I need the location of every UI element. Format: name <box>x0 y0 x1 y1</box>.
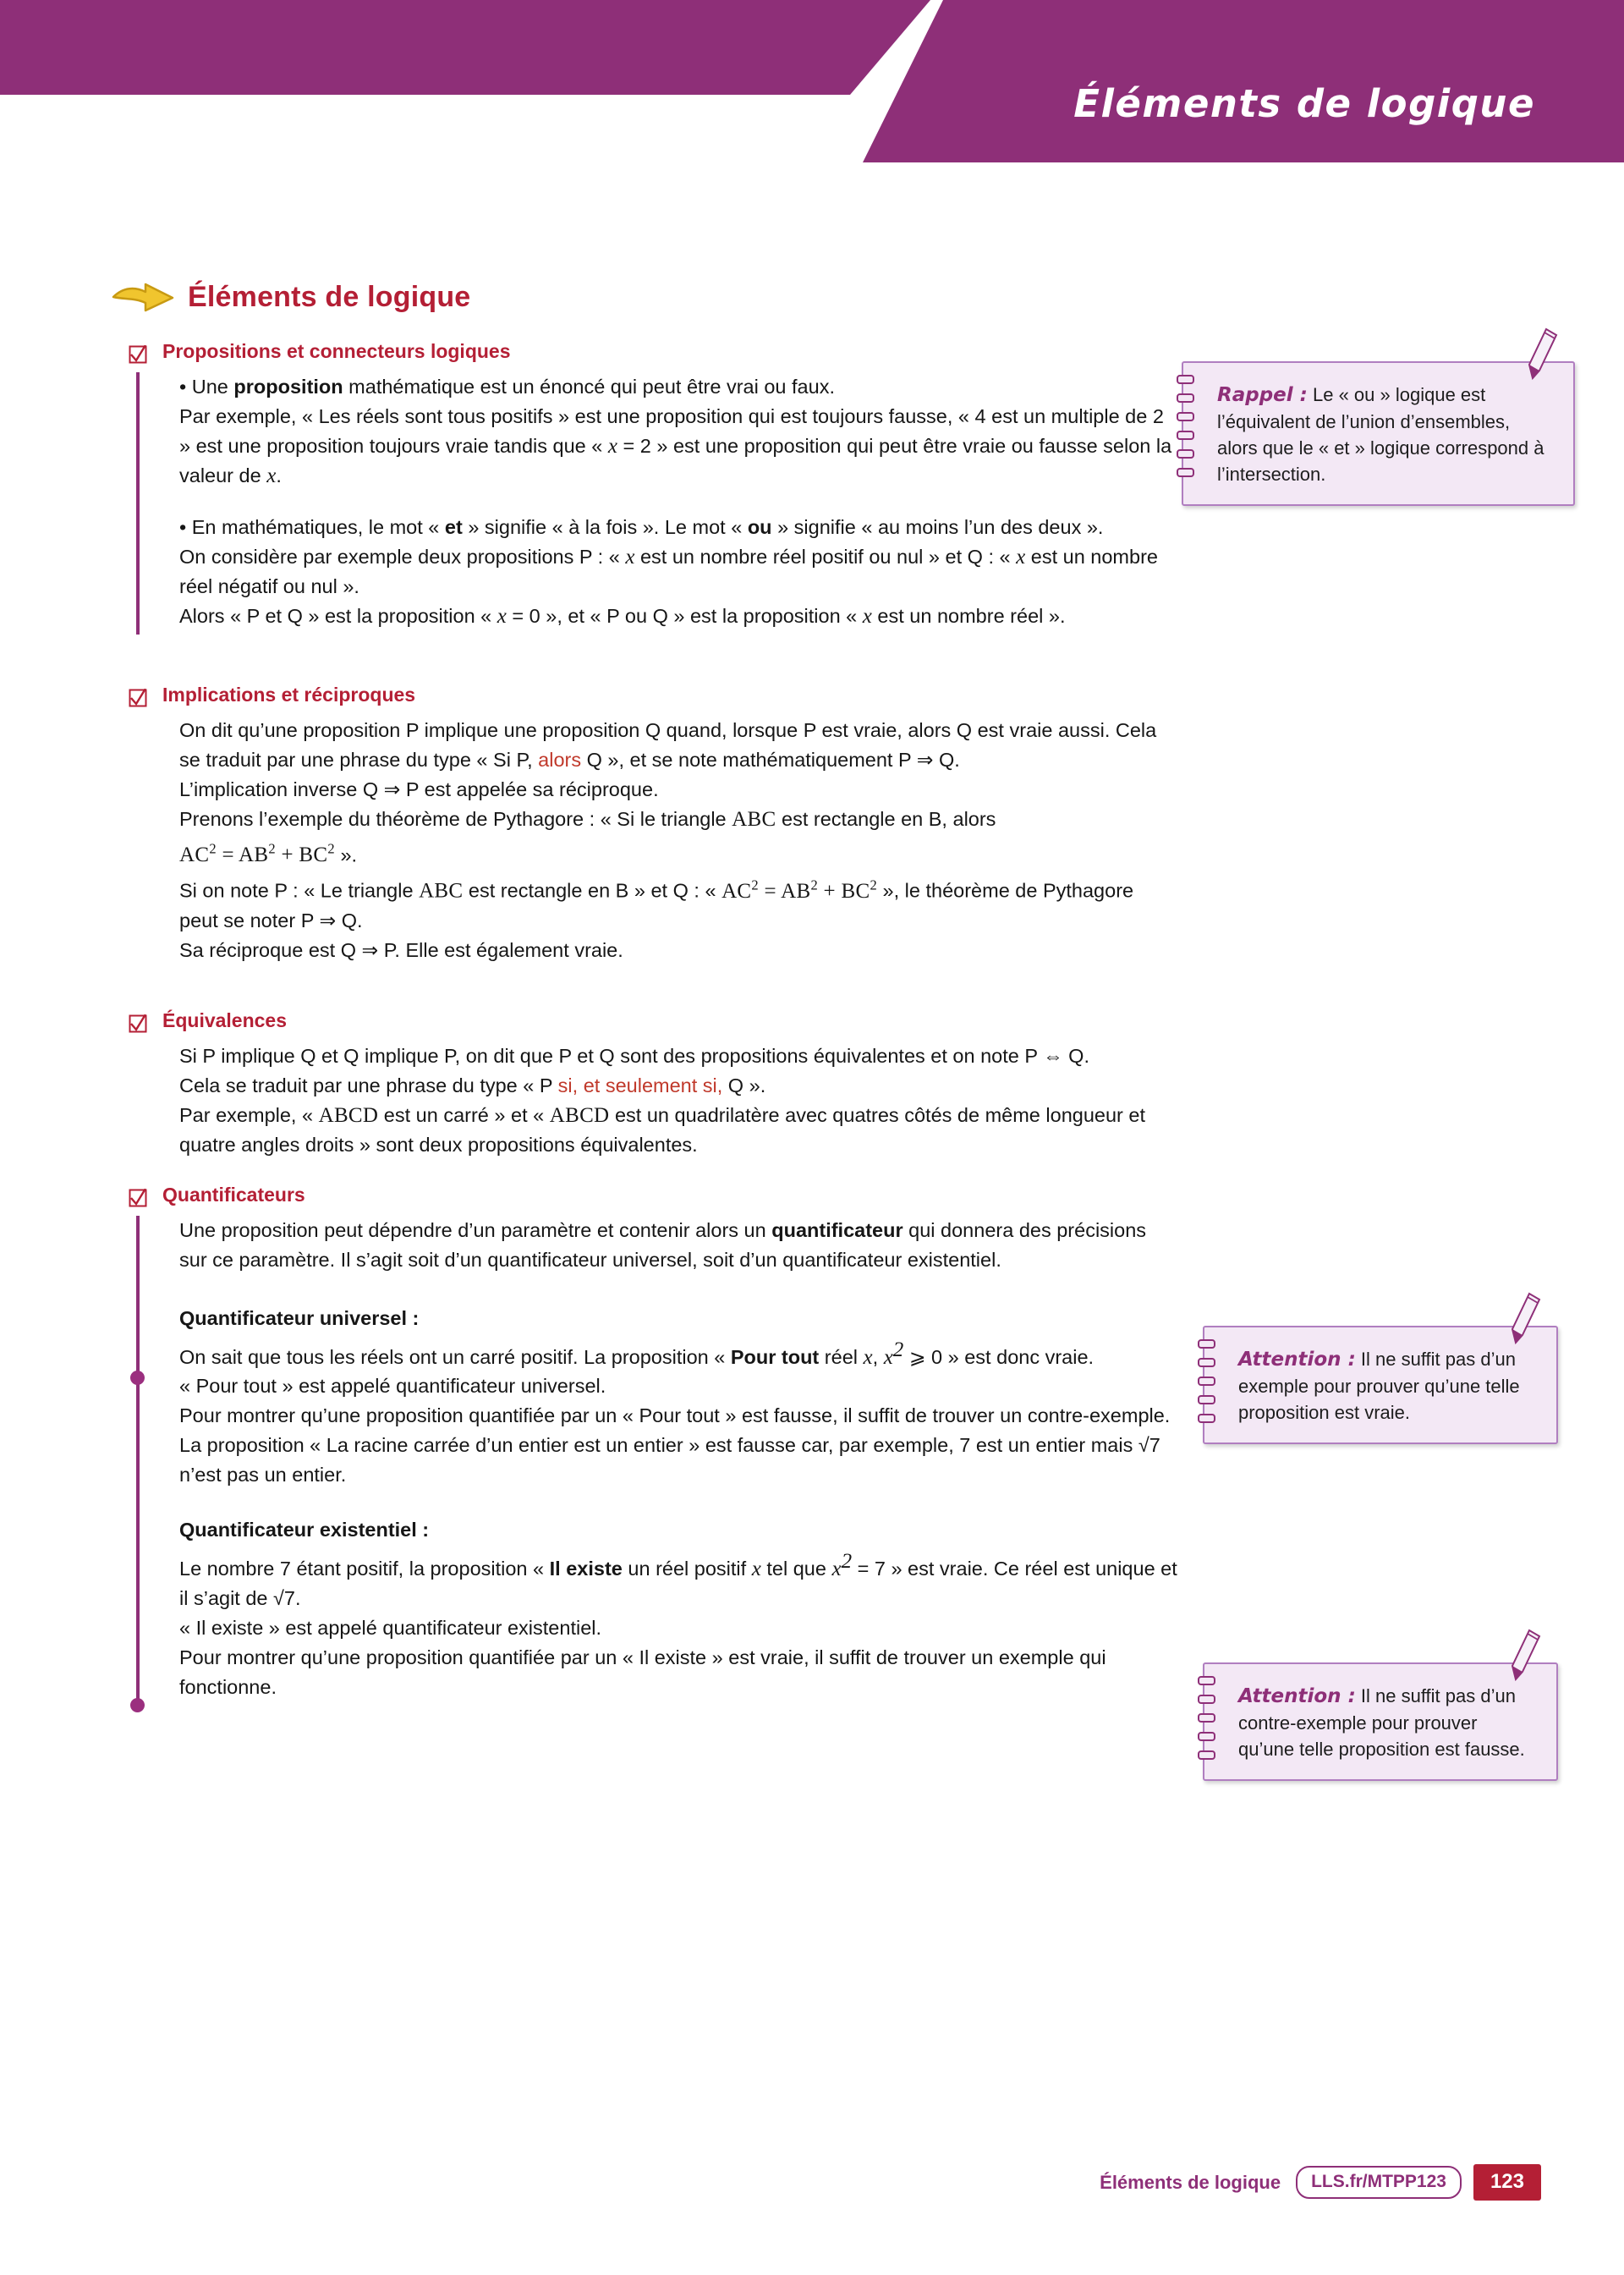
page-footer <box>1100 2164 1541 2201</box>
paragraph: Alors « P et Q » est la proposition « x = 0 », et « P ou Q » est la proposition « x est un nombre réel ». <box>179 605 1066 628</box>
page-content <box>0 279 1624 1760</box>
note-rings <box>1198 1673 1213 1771</box>
section-implications <box>129 684 1522 969</box>
sticky-note-attention-1 <box>1203 1326 1558 1444</box>
paragraph: Pour montrer qu’une proposition quantifiée par un « Il existe » est vraie, il suffit de trouver un exemple qui fonctionne. <box>179 1646 1106 1699</box>
section-body <box>136 716 1522 969</box>
sticky-note-rappel <box>1182 361 1575 506</box>
paragraph: « Il existe » est appelé quantificateur existentiel. <box>179 1617 602 1640</box>
note-body <box>1238 1683 1534 1762</box>
section-header <box>129 1184 1522 1207</box>
page-header <box>0 0 1624 162</box>
page-number: 123 <box>1473 2164 1541 2201</box>
section-quantificateurs <box>129 1183 1525 1760</box>
paragraph: Prenons l’exemple du théorème de Pythagore : « Si le triangle ABC est rectangle en B, alors <box>179 808 996 831</box>
subsection-heading: Quantificateur existentiel : <box>179 1519 430 1541</box>
note-text: Il ne suffit pas d’un exemple pour prouver qu’une telle proposition est vraie. <box>1238 1348 1520 1423</box>
paragraph: Une proposition peut dépendre d’un paramètre et contenir alors un quantificateur qui donnera des précisions sur ce paramètre. Il s’agit soit d’un quantificateur universel, soit d’un quantificateur existentiel. <box>179 1218 1147 1271</box>
section-title: Quantificateurs <box>162 1183 305 1206</box>
paragraph: Pour montrer qu’une proposition quantifiée par un « Pour tout » est fausse, il suffit de trouver un contre-exemple. La proposition « La racine carrée d’un entier est un entier » est fausse car, par exemple, 7 est un entier mais √7 n’est pas un entier. <box>179 1404 1171 1486</box>
subsection-heading: Quantificateur universel : <box>179 1306 420 1329</box>
sticky-note-attention-2 <box>1203 1662 1558 1781</box>
pencil-icon <box>1507 1629 1541 1681</box>
paragraph: L’implication inverse Q ⇒ P est appelée sa réciproque. <box>179 778 659 800</box>
section-propositions <box>129 340 1544 635</box>
section-header <box>129 340 1522 364</box>
paragraph: Cela se traduit par une phrase du type « P si, et seulement si, Q ». <box>179 1074 766 1096</box>
note-text: Il ne suffit pas d’un contre-exemple pour prouver qu’une telle proposition est fausse. <box>1238 1684 1525 1760</box>
paragraph: On sait que tous les réels ont un carré positif. La proposition « Pour tout réel x, $x^2$ ⩾ 0 » est donc vraie. <box>179 1338 1095 1369</box>
note-rings <box>1177 371 1192 496</box>
section-body <box>136 1216 1522 1703</box>
section-header <box>129 1009 1522 1033</box>
paragraph: Si on note P : « Le triangle ABC est rectangle en B » et Q : « $AC^2 = AB^2 + BC^2$ », le théorème de Pythagore peut se noter P ⇒ Q. <box>179 876 1134 931</box>
header-title: Éléments de logique <box>1073 81 1535 126</box>
note-rings <box>1198 1336 1213 1434</box>
chapter-title-row <box>110 279 1624 315</box>
note-label: Attention : <box>1238 1684 1356 1707</box>
bullet-marker <box>130 1698 145 1712</box>
checkbox-check-icon <box>129 1014 147 1033</box>
bullet-marker <box>130 1371 145 1385</box>
paragraph: Par exemple, « ABCD est un carré » et « ABCD est un quadrilatère avec quatres côtés de même longueur et quatre angles droits » sont deux propositions équivalentes. <box>179 1103 1145 1156</box>
paragraph: Si P implique Q et Q implique P, on dit que P et Q sont des propositions équivalentes et on note P ⇔ Q. <box>179 1044 1089 1067</box>
note-label: Attention : <box>1238 1348 1356 1371</box>
note-text: Le « ou » logique est l’équivalent de l’union d’ensembles, alors que le « et » logique correspond à l’intersection. <box>1217 384 1544 485</box>
paragraph: On considère par exemple deux propositions P : « x est un nombre réel positif ou nul » et Q : « x est un nombre réel négatif ou nul ». <box>179 546 1158 597</box>
checkbox-check-icon <box>129 689 147 707</box>
paragraph: Sa réciproque est Q ⇒ P. Elle est également vraie. <box>179 938 623 961</box>
page-title: Éléments de logique <box>188 280 471 313</box>
pencil-icon <box>1507 1292 1541 1344</box>
section-equivalences <box>129 1009 1522 1163</box>
header-band-left <box>0 0 930 95</box>
pencil-icon <box>1524 327 1558 380</box>
note-body <box>1238 1346 1534 1426</box>
note-label: Rappel : <box>1217 384 1308 406</box>
section-body <box>136 1041 1522 1163</box>
paragraph: On dit qu’une proposition P implique une proposition Q quand, lorsque P est vraie, alors Q est vraie aussi. Cela se traduit par une phrase du type « Si P, alors Q », et se note mathématiquement P ⇒ Q. <box>179 719 1157 771</box>
arrow-pointer-icon <box>110 279 179 315</box>
paragraph: • Une proposition mathématique est un énoncé qui peut être vrai ou faux. <box>179 376 835 398</box>
paragraph: $AC^2 = AB^2 + BC^2$ ». <box>179 841 358 867</box>
footer-title: Éléments de logique <box>1100 2171 1281 2193</box>
section-header <box>129 684 1522 707</box>
section-title: Implications et réciproques <box>162 684 416 706</box>
footer-resource-code[interactable]: LLS.fr/MTPP123 <box>1296 2166 1462 2199</box>
paragraph: • En mathématiques, le mot « et » signifie « à la fois ». Le mot « ou » signifie « au moins l’un des deux ». <box>179 516 1104 538</box>
section-title: Propositions et connecteurs logiques <box>162 340 511 362</box>
paragraph: Le nombre 7 étant positif, la proposition « Il existe un réel positif x tel que $x^2 = 7$ » est vraie. Ce réel est unique et il s’agit de √7. <box>179 1550 1177 1610</box>
paragraph: Par exemple, « Les réels sont tous positifs » est une proposition qui est toujours fausse, « 4 est un multiple de 2 » est une proposition toujours vraie tandis que « x = 2 » est une proposition qui peut être vraie ou fausse selon la valeur de x. <box>179 405 1172 487</box>
checkbox-check-icon <box>129 1189 147 1207</box>
paragraph: « Pour tout » est appelé quantificateur universel. <box>179 1375 606 1398</box>
note-body <box>1217 382 1551 487</box>
section-title: Équivalences <box>162 1008 288 1031</box>
checkbox-check-icon <box>129 345 147 364</box>
